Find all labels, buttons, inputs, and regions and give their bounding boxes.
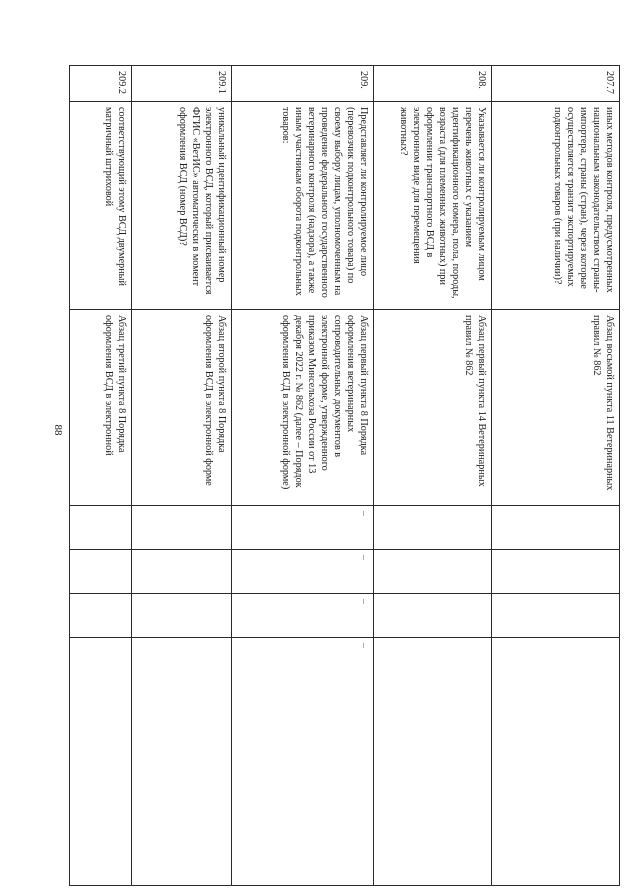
- note-cell: [132, 638, 232, 886]
- question-cell: Указывается ли контролируемым лицом перечень животных с указанием идентификационного номера, пола, породы, возраста (для племенных животных) при оформлении транспортного ВСД в электронном виде для перемещения животных?: [374, 102, 492, 310]
- table-row: [374, 66, 492, 886]
- reference-cell: Абзац второй пункта 8 Порядка оформления ВСД в электронной форме: [132, 310, 232, 506]
- answer-no-cell: [492, 550, 620, 594]
- note-cell: [492, 638, 620, 886]
- answer-yes-cell: –: [232, 506, 374, 550]
- checklist-table-rotated: [70, 65, 620, 885]
- question-cell: Представляет ли контролируемое лицо (перевозчик подконтрольного товара) по своему выбору лицам, уполномоченным на проведение федерального государственного ветеринарного контроля (надзора), а также иным участникам оборота подконтрольных товаров:: [232, 102, 374, 310]
- table-row: [492, 66, 620, 886]
- answer-yes-cell: [492, 506, 620, 550]
- table-row: [232, 66, 374, 886]
- question-cell: соответствующий этому ВСД двумерный матричный штриховой: [70, 102, 132, 310]
- page-number: 88: [52, 424, 64, 436]
- note-cell: [374, 638, 492, 886]
- row-number: 208.: [374, 66, 492, 102]
- answer-na-cell: –: [232, 594, 374, 638]
- row-number: 207.7: [492, 66, 620, 102]
- answer-no-cell: [374, 550, 492, 594]
- checklist-table: [69, 65, 620, 886]
- row-number: 209.: [232, 66, 374, 102]
- row-number: 209.2: [70, 66, 132, 102]
- reference-cell: Абзац третий пункта 8 Порядка оформления ВСД в электронной: [70, 310, 132, 506]
- reference-cell: Абзац восьмой пункта 11 Ветеринарных правил № 862: [492, 310, 620, 506]
- table-row: [132, 66, 232, 886]
- answer-yes-cell: [374, 506, 492, 550]
- answer-yes-cell: [70, 506, 132, 550]
- answer-yes-cell: [132, 506, 232, 550]
- answer-na-cell: [492, 594, 620, 638]
- question-cell: иных методов контроля, предусмотренных национальным законодательством страны-импортера, страны (стран), через которые осуществляется транзит экспортируемых подконтрольных товаров (при наличии)?: [492, 102, 620, 310]
- answer-no-cell: [132, 550, 232, 594]
- note-cell: –: [232, 638, 374, 886]
- answer-na-cell: [374, 594, 492, 638]
- answer-no-cell: [70, 550, 132, 594]
- question-cell: уникальный идентификационный номер электронного ВСД, который присваивается ФГИС «ВетИС» автоматически в момент оформления ВСД (номер ВСД)?: [132, 102, 232, 310]
- reference-cell: Абзац первый пункта 8 Порядка оформления ветеринарных сопроводительных документов в электронной форме, утвержденного приказом Минсельхоза России от 13 декабря 2022 г. № 862 (далее – Порядок оформления ВСД в электронной форме): [232, 310, 374, 506]
- answer-na-cell: [132, 594, 232, 638]
- table-row: [70, 66, 132, 886]
- answer-na-cell: [70, 594, 132, 638]
- note-cell: [70, 638, 132, 886]
- reference-cell: Абзац первый пункта 14 Ветеринарных правил № 862: [374, 310, 492, 506]
- answer-no-cell: –: [232, 550, 374, 594]
- row-number: 209.1: [132, 66, 232, 102]
